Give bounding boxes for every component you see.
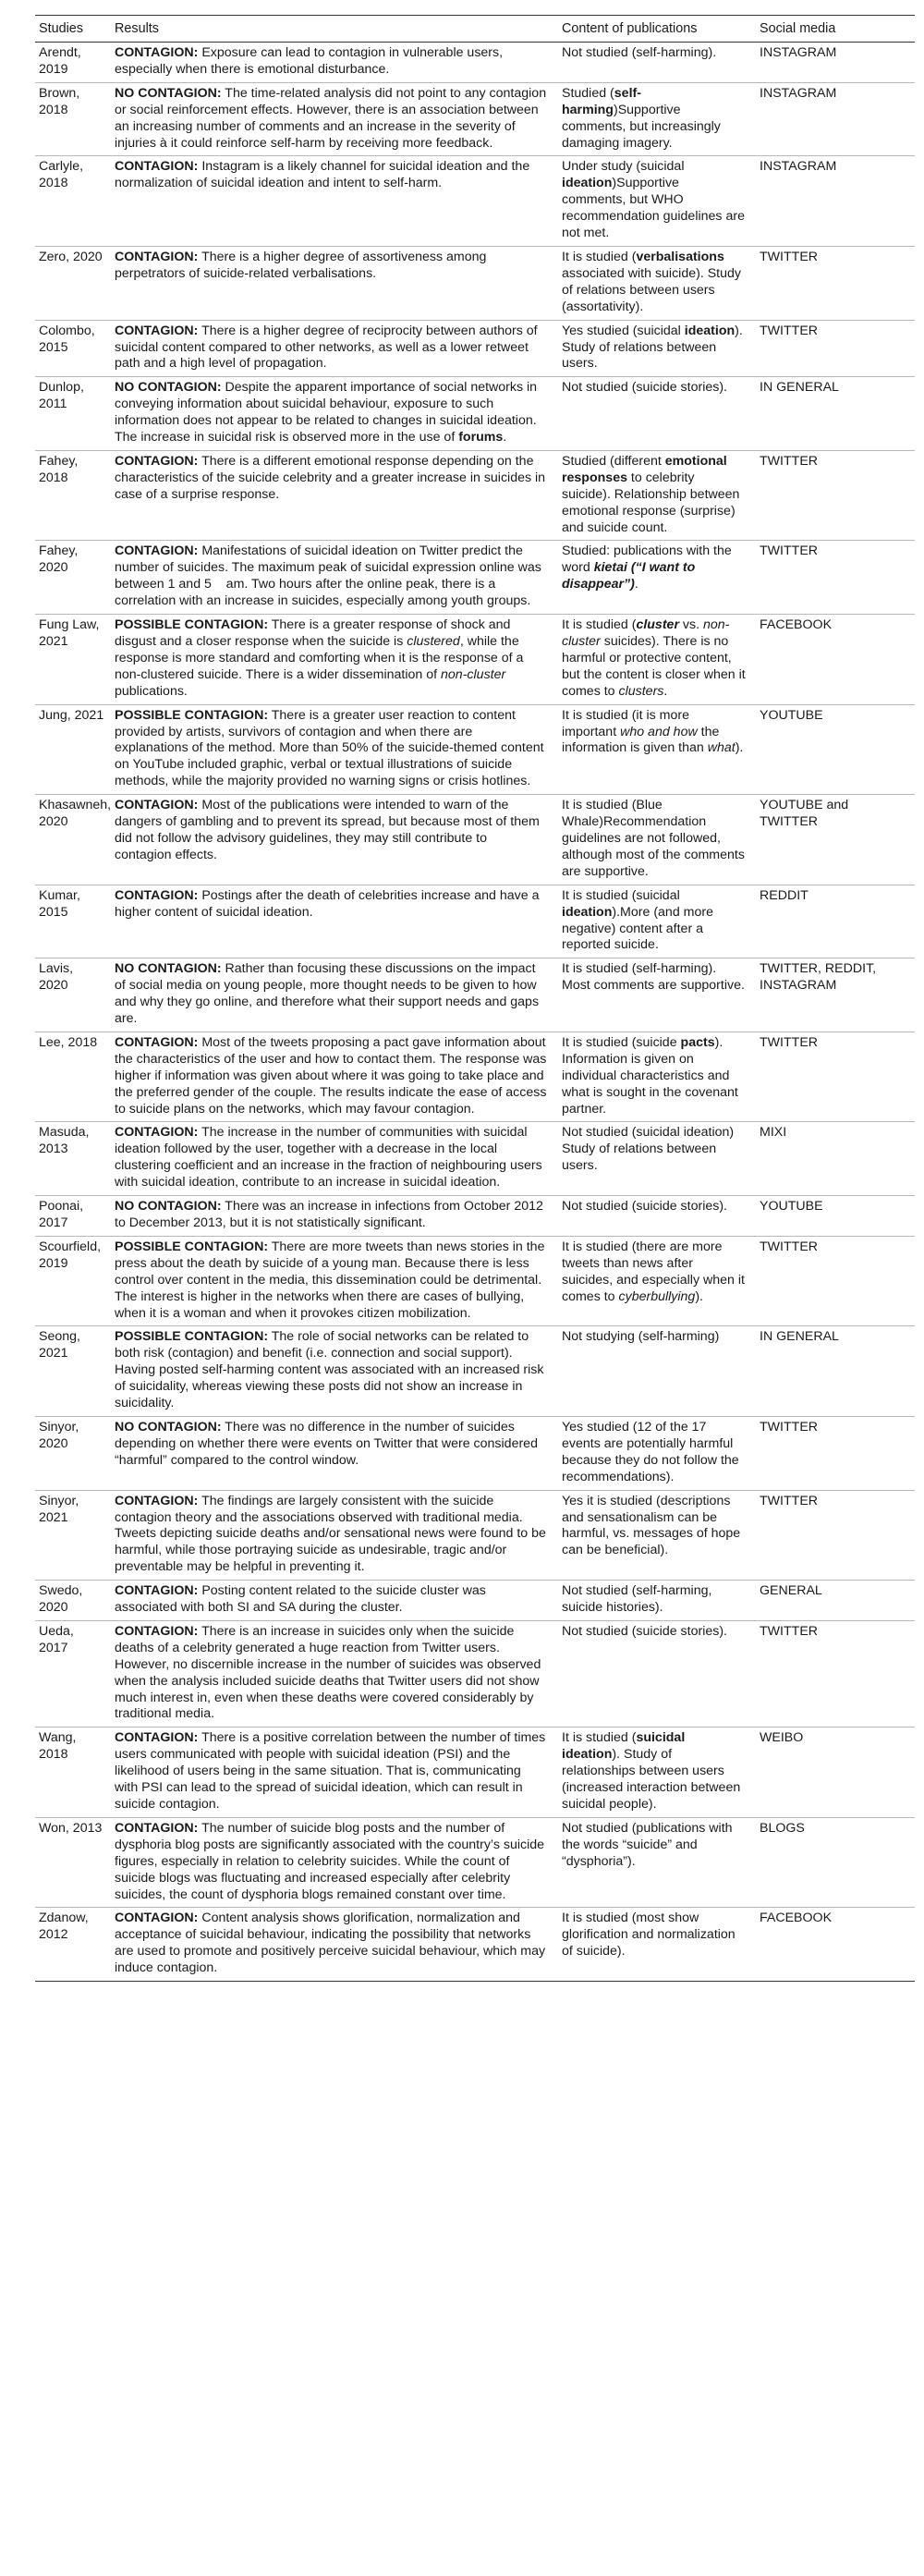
result-cell [111, 885, 558, 958]
table-row [35, 450, 915, 541]
result-text: Postings after the death of celebrities increase and have a higher content of suicidal ideation. [115, 887, 540, 920]
contagion-label: CONTAGION: [115, 1583, 199, 1599]
contagion-label: CONTAGION: [115, 1623, 199, 1639]
contagion-label: POSSIBLE CONTAGION: [115, 1329, 269, 1345]
social-media-cell: MIXI [756, 1122, 915, 1196]
table-row [35, 1817, 915, 1908]
study-cell: Fung Law, 2021 [35, 615, 111, 705]
social-media-cell: TWITTER [756, 1032, 915, 1122]
study-cell: Scourfield, 2019 [35, 1236, 111, 1326]
result-cell [111, 1326, 558, 1417]
contagion-label: NO CONTAGION: [115, 1419, 222, 1435]
result-text: There was no difference in the number of suicides depending on whether there were events on Twitter that were considered “harmful” compared to the control window. [115, 1419, 538, 1468]
result-cell [111, 82, 558, 156]
contagion-label: CONTAGION: [115, 45, 199, 60]
result-cell [111, 1032, 558, 1122]
result-text: Exposure can lead to contagion in vulnerable users, especially when there is emotional disturbance. [115, 45, 504, 77]
study-cell: Zero, 2020 [35, 246, 111, 320]
table-row [35, 43, 915, 83]
contagion-label: CONTAGION: [115, 1730, 199, 1746]
study-cell: Kumar, 2015 [35, 885, 111, 958]
result-text: There is an increase in suicides only when the suicide deaths of a celebrity generated a huge reaction from Twitter users. However, no discernible increase in the number of suicides was observed when the analysis included suicide deaths that Twitter users did not show much interest in, even when these deaths were covered considerably by traditional media. [115, 1623, 541, 1722]
study-cell: Masuda, 2013 [35, 1122, 111, 1196]
content-cell: It is studied (suicide pacts). Information is given on individual characteristics and what is sought in the covenant partner. [558, 1032, 756, 1122]
content-cell: Not studied (suicide stories). [558, 377, 756, 451]
result-cell [111, 615, 558, 705]
contagion-label: POSSIBLE CONTAGION: [115, 1239, 269, 1254]
social-media-cell: BLOGS [756, 1817, 915, 1908]
social-media-cell: FACEBOOK [756, 1908, 915, 1982]
study-cell: Dunlop, 2011 [35, 377, 111, 451]
social-media-cell: TWITTER [756, 246, 915, 320]
table-row [35, 885, 915, 958]
contagion-label: CONTAGION: [115, 453, 199, 469]
content-cell: Not studied (suicide stories). [558, 1196, 756, 1237]
table-row [35, 1416, 915, 1490]
table-body [35, 43, 915, 1982]
social-media-cell: GENERAL [756, 1581, 915, 1621]
table-header [35, 16, 915, 43]
content-cell: It is studied (self-harming). Most comments are supportive. [558, 958, 756, 1032]
table-row [35, 958, 915, 1032]
content-cell: It is studied (suicidal ideation).More (and more negative) content after a reported suicide. [558, 885, 756, 958]
study-cell: Ueda, 2017 [35, 1620, 111, 1727]
study-cell: Poonai, 2017 [35, 1196, 111, 1237]
social-media-cell: TWITTER [756, 320, 915, 377]
result-cell [111, 377, 558, 451]
social-media-cell: TWITTER [756, 450, 915, 541]
table-row [35, 795, 915, 885]
result-cell [111, 1196, 558, 1237]
study-cell: Arendt, 2019 [39, 45, 81, 77]
social-media-cell: YOUTUBE [756, 1196, 915, 1237]
result-cell [111, 541, 558, 615]
social-media-cell: TWITTER [756, 1236, 915, 1326]
content-cell: It is studied (suicidal ideation). Study of relationships between users (increased interaction between suicidal people). [558, 1728, 756, 1818]
contagion-label: CONTAGION: [115, 1034, 199, 1050]
result-cell [111, 1236, 558, 1326]
study-cell: Carlyle, 2018 [35, 156, 111, 247]
result-text: There is a greater user reaction to content provided by artists, survivors of contagion and when there are explanations of the method. More than 50% of the suicide-themed content on YouTube included graphic, verbal or textual illustrations of suicide methods, while the majority provided no warning signs or crisis hotlines. [115, 707, 544, 789]
result-cell [111, 1817, 558, 1908]
content-cell: Yes studied (12 of the 17 events are potentially harmful because they do not follow the recommendations). [558, 1416, 756, 1490]
table-row [35, 1728, 915, 1818]
result-cell [111, 704, 558, 795]
result-cell [111, 1416, 558, 1490]
contagion-label: POSSIBLE CONTAGION: [115, 707, 269, 723]
contagion-label: NO CONTAGION: [115, 961, 222, 977]
result-cell [111, 450, 558, 541]
content-cell: Not studying (self-harming) [558, 1326, 756, 1417]
result-cell [111, 1728, 558, 1818]
content-cell: Studied: publications with the word kietai (“I want to disappear”). [558, 541, 756, 615]
result-text: The number of suicide blog posts and the number of dysphoria blog posts are significantly associated with the country’s suicide figures, especially in relation to celebrity suicides. While the count of suicide blogs was fluctuating and increased especially after celebrity suicides, the count of dysphoria blogs remained constant over time. [115, 1820, 545, 1902]
table-row [35, 1326, 915, 1417]
study-cell: Khasawneh, 2020 [35, 795, 111, 885]
result-text: The increase in the number of communities with suicidal ideation followed by the user, together with a decrease in the local clustering coefficient and an increase in the fraction of neighbouring users with suicidal ideation, contribute to an increase in suicidal ideation. [115, 1125, 542, 1190]
table-row [35, 1908, 915, 1982]
result-cell [111, 1581, 558, 1621]
social-media-cell: TWITTER [756, 1416, 915, 1490]
result-cell [111, 43, 558, 83]
result-text: There is a higher degree of assortiveness among perpetrators of suicide-related verbalisations. [115, 249, 487, 281]
contagion-label: NO CONTAGION: [115, 85, 222, 101]
contagion-label: CONTAGION: [115, 887, 199, 903]
result-text: Manifestations of suicidal ideation on Twitter predict the number of suicides. The maximum peak of suicidal expression online was between 1 and 5 am. Two hours after the online peak, there is a correlation with an increase in suicides, especially among youth groups. [115, 543, 541, 609]
study-cell: Fahey, 2018 [35, 450, 111, 541]
result-text: There is a different emotional response depending on the characteristics of the suicide celebrity and a greater increase in suicides in case of a surprise response. [115, 453, 546, 502]
table-row [35, 246, 915, 320]
social-media-cell: IN GENERAL [756, 1326, 915, 1417]
table-row [35, 1032, 915, 1122]
header-content: Content of publications [558, 16, 756, 43]
social-media-cell: YOUTUBE [756, 704, 915, 795]
study-cell: Fahey, 2020 [35, 541, 111, 615]
social-media-cell: INSTAGRAM [756, 156, 915, 247]
result-text: There is a greater response of shock and disgust and a closer response when the suicide is clustered, while the response is more standard and comforting when it is the response of a non-clustered suicide. There is a wider dissemination of non-cluster publications. [115, 617, 524, 699]
table-row [35, 1620, 915, 1727]
content-cell: It is studied (most show glorification and normalization of suicide). [558, 1908, 756, 1982]
content-cell: Studied (different emotional responses to celebrity suicide). Relationship between emotional response (surprise) and suicide count. [558, 450, 756, 541]
table-row [35, 541, 915, 615]
study-cell: Wang, 2018 [35, 1728, 111, 1818]
contagion-label: NO CONTAGION: [115, 1199, 222, 1215]
social-media-cell: YOUTUBE and TWITTER [756, 795, 915, 885]
table-row [35, 320, 915, 377]
content-cell: Under study (suicidal ideation)Supportive comments, but WHO recommendation guidelines are not met. [558, 156, 756, 247]
content-cell: Yes it is studied (descriptions and sensationalism can be harmful, vs. messages of hope can be beneficial). [558, 1490, 756, 1581]
contagion-label: CONTAGION: [115, 798, 199, 813]
study-cell: Lavis, 2020 [35, 958, 111, 1032]
result-cell [111, 1908, 558, 1982]
table-row [35, 156, 915, 247]
result-text: The role of social networks can be related to both risk (contagion) and benefit (i.e. connection and social support). Having posted self-harming content was associated with an increased risk of suicidality, whereas viewing these posts did not show an increase in suicidality. [115, 1329, 544, 1411]
contagion-label: NO CONTAGION: [115, 380, 222, 396]
social-media-cell: INSTAGRAM [756, 82, 915, 156]
result-text: Rather than focusing these discussions on the impact of social media on young people, more thought needs to be given to how and why they go online, and therefore what their support needs and gaps are. [115, 961, 540, 1027]
header-social-media: Social media [756, 16, 915, 43]
contagion-label: CONTAGION: [115, 249, 199, 264]
result-cell [111, 156, 558, 247]
contagion-label: CONTAGION: [115, 323, 199, 338]
result-cell [111, 795, 558, 885]
study-cell: Sinyor, 2020 [35, 1416, 111, 1490]
table-row [35, 1490, 915, 1581]
header-results: Results [111, 16, 558, 43]
study-cell: Swedo, 2020 [35, 1581, 111, 1621]
content-cell: It is studied (Blue Whale)Recommendation guidelines are not followed, although most of the comments are supportive. [558, 795, 756, 885]
table-row [35, 1122, 915, 1196]
result-text: Most of the tweets proposing a pact gave information about the characteristics of the user and how to contact them. The response was higher if information was given about where it was going to take place and the preferred gender of the couple. The results indicate the ease of access to suicide plans on the networks, which may favour contagion. [115, 1034, 547, 1117]
contagion-label: CONTAGION: [115, 1820, 199, 1836]
social-media-cell: IN GENERAL [756, 377, 915, 451]
content-cell: It is studied (verbalisations associated with suicide). Study of relations between users (assortativity). [558, 246, 756, 320]
result-cell [111, 1490, 558, 1581]
table-row [35, 1581, 915, 1621]
content-cell: Not studied (publications with the words “suicide” and “dysphoria”). [558, 1817, 756, 1908]
contagion-label: CONTAGION: [115, 1911, 199, 1926]
content-cell: It is studied (there are more tweets than news after suicides, and especially when it comes to cyberbullying). [558, 1236, 756, 1326]
result-cell [111, 320, 558, 377]
table-row [35, 704, 915, 795]
study-cell: Won, 2013 [35, 1817, 111, 1908]
contagion-label: CONTAGION: [115, 543, 199, 559]
result-text: Instagram is a likely channel for suicidal ideation and the normalization of suicidal ideation and intent to self-harm. [115, 159, 530, 191]
social-media-cell: REDDIT [756, 885, 915, 958]
result-text: There are more tweets than news stories in the press about the death by suicide of a young man. Because there is less control over content in the media, this dissemination could be detrimental. The interest is higher in the networks when there are cases of bullying, when it is a woman and when it provokes citizen mobilization. [115, 1239, 545, 1321]
header-row [35, 16, 915, 43]
result-text: There was an increase in infections from October 2012 to December 2013, but it is not statistically significant. [115, 1199, 543, 1230]
study-cell: Jung, 2021 [35, 704, 111, 795]
study-cell: Lee, 2018 [35, 1032, 111, 1122]
result-text: The findings are largely consistent with the suicide contagion theory and the associations observed with traditional media. Tweets depicting suicide deaths and/or sensational news were found to be harmful, while those portraying suicide as undesirable, tragic and/or preventable may be helpful in preventing it. [115, 1493, 546, 1575]
table-row [35, 82, 915, 156]
social-media-cell: TWITTER [756, 1620, 915, 1727]
result-cell [111, 1620, 558, 1727]
study-cell: Seong, 2021 [35, 1326, 111, 1417]
result-text: There is a positive correlation between the number of times users communicated with people with suicidal ideation (PSI) and the likelihood of users being in the same situation. That is, communicating with PSI can lead to the spread of suicidal ideation, which can result in suicide contagion. [115, 1730, 546, 1812]
study-cell: Sinyor, 2021 [35, 1490, 111, 1581]
social-media-cell: TWITTER [756, 541, 915, 615]
content-cell: Not studied (suicidal ideation) Study of relations between users. [558, 1122, 756, 1196]
social-media-cell: WEIBO [756, 1728, 915, 1818]
table-row [35, 1196, 915, 1237]
social-media-cell: INSTAGRAM [760, 45, 837, 60]
content-cell: Not studied (suicide stories). [558, 1620, 756, 1727]
social-media-cell: TWITTER [756, 1490, 915, 1581]
result-cell [111, 1122, 558, 1196]
content-cell: It is studied (cluster vs. non-cluster suicides). There is no harmful or protective content, but the content is closer when it comes to clusters. [558, 615, 756, 705]
contagion-label: POSSIBLE CONTAGION: [115, 617, 269, 633]
table-row [35, 1236, 915, 1326]
result-cell [111, 958, 558, 1032]
table-row [35, 377, 915, 451]
study-cell: Zdanow, 2012 [35, 1908, 111, 1982]
contagion-label: CONTAGION: [115, 1493, 199, 1508]
social-media-cell: FACEBOOK [756, 615, 915, 705]
content-cell: Not studied (self-harming). [562, 45, 717, 60]
header-studies: Studies [35, 16, 111, 43]
social-media-cell: TWITTER, REDDIT, INSTAGRAM [756, 958, 915, 1032]
result-text: The time-related analysis did not point to any contagion or social reinforcement effects. However, there is an association between an increasing number of comments and an increase in the severity of injuries à it could reinforce self-harm by receiving more feedback. [115, 85, 547, 151]
content-cell: Studied (self-harming)Supportive comments, but increasingly damaging imagery. [558, 82, 756, 156]
contagion-label: CONTAGION: [115, 1125, 199, 1141]
studies-table [35, 15, 915, 1982]
result-text: Content analysis shows glorification, normalization and acceptance of suicidal behaviour, indicating the possibility that networks are used to promote and positively perceive suicidal behaviour, which may induce contagion. [115, 1911, 546, 1976]
content-cell: It is studied (it is more important who and how the information is given than what). [558, 704, 756, 795]
contagion-label: CONTAGION: [115, 159, 199, 175]
result-cell [111, 246, 558, 320]
study-cell: Brown, 2018 [35, 82, 111, 156]
result-text: Most of the publications were intended to warn of the dangers of gambling and to prevent its spread, but because most of them did not follow the advisory guidelines, they may still contribute to contagion effects. [115, 798, 540, 862]
result-text: Posting content related to the suicide cluster was associated with both SI and SA during the cluster. [115, 1583, 486, 1616]
result-text: There is a higher degree of reciprocity between authors of suicidal content compared to other networks, as well as a lower retweet path and a high level of propagation. [115, 323, 538, 372]
study-cell: Colombo, 2015 [35, 320, 111, 377]
table-row [35, 615, 915, 705]
content-cell: Yes studied (suicidal ideation). Study of relations between users. [558, 320, 756, 377]
content-cell: Not studied (self-harming, suicide histories). [558, 1581, 756, 1621]
result-text: Despite the apparent importance of social networks in conveying information about suicidal behaviour, exposure to such information does not appear to be related to changes in suicidal ideation. The increase in suicidal risk is observed more in the use of forums. [115, 380, 538, 446]
